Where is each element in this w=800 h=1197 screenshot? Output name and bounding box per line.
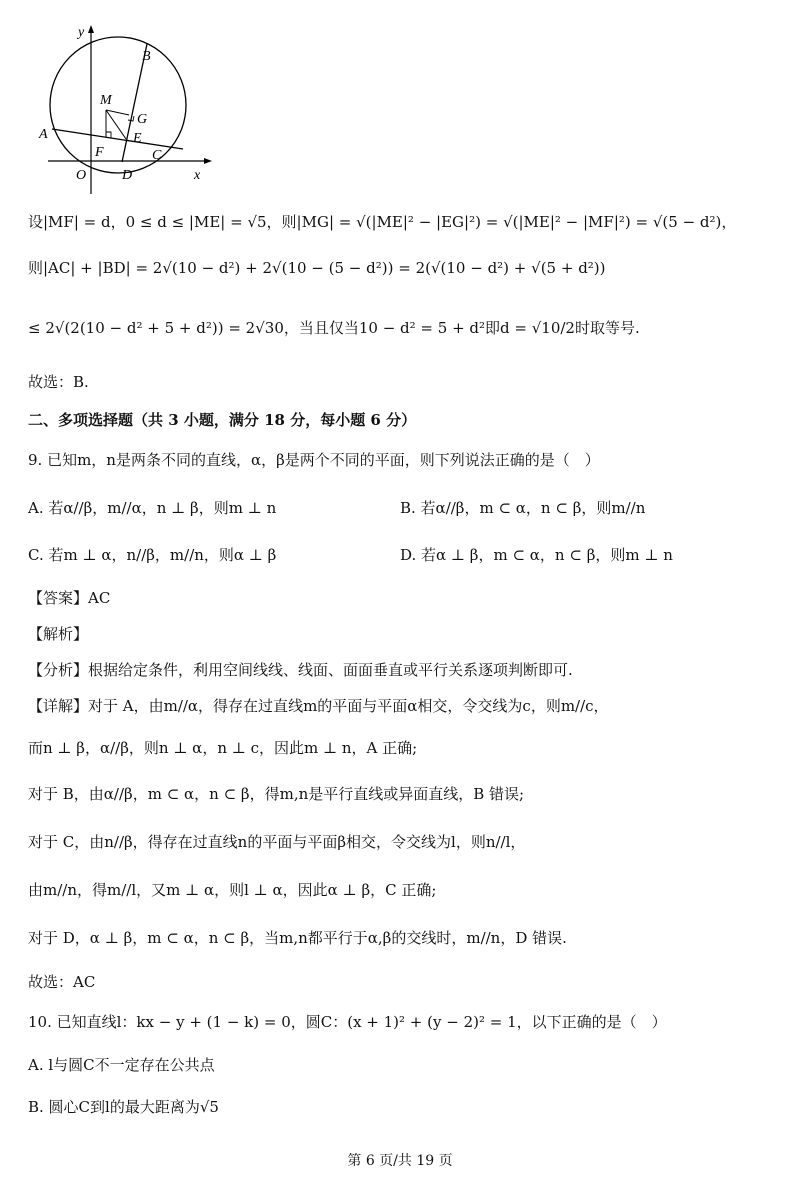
conclusion-9: 故选：AC — [28, 973, 96, 991]
label-F: F — [95, 145, 104, 160]
segment-ME — [106, 110, 126, 139]
analysis-label: 【解析】 — [28, 625, 89, 643]
text-line-2: 则|AC| + |BD| = 2√(10 − d²) + 2√(10 − (5 − d²)) = 2(√(10 − d²) + √(5 + d²)) — [28, 259, 606, 277]
label-B: B — [142, 49, 151, 64]
option-9a: A. 若α//β，m//α，n ⊥ β，则m ⊥ n — [28, 499, 277, 517]
section-heading: 二、多项选择题（共 3 小题，满分 18 分，每小题 6 分） — [28, 411, 417, 429]
geometry-figure — [28, 22, 218, 202]
detail-line-6: 对于 D，α ⊥ β，m ⊂ α，n ⊂ β，当m,n都平行于α,β的交线时，m//n，D 错误. — [28, 929, 567, 947]
question-10: 10. 已知直线l：kx − y + (1 − k) = 0，圆C：(x + 1)² + (y − 2)² = 1，以下正确的是（ ） — [28, 1013, 667, 1031]
text-line-1: 设|MF| = d，0 ≤ d ≤ |ME| = √5，则|MG| = √(|ME|² − |EG|²) = √(|ME|² − |MF|²) = √(5 − d²)， — [28, 213, 737, 231]
option-9d: D. 若α ⊥ β，m ⊂ α，n ⊂ β，则m ⊥ n — [400, 546, 673, 564]
detail-line-5: 由m//n，得m//l，又m ⊥ α，则l ⊥ α，因此α ⊥ β，C 正确; — [28, 881, 437, 899]
option-9c: C. 若m ⊥ α，n//β，m//n，则α ⊥ β — [28, 546, 277, 564]
label-A: A — [39, 127, 48, 142]
analysis-summary: 【分析】根据给定条件，利用空间线线、线面、面面垂直或平行关系逐项判断即可. — [28, 661, 573, 679]
answer-label: 【答案】AC — [28, 589, 111, 607]
x-axis-arrow — [204, 158, 212, 164]
detail-line-1: 【详解】对于 A，由m//α，得存在过直线m的平面与平面α相交，令交线为c，则m//c， — [28, 697, 609, 715]
label-x: x — [194, 168, 201, 183]
question-9: 9. 已知m，n是两条不同的直线，α，β是两个不同的平面，则下列说法正确的是（ ） — [28, 451, 600, 469]
detail-line-3: 对于 B，由α//β，m ⊂ α，n ⊂ β，得m,n是平行直线或异面直线，B 错误; — [28, 785, 525, 803]
label-G: G — [137, 112, 148, 127]
text-line-4: 故选：B. — [28, 373, 89, 391]
label-C: C — [152, 148, 162, 163]
label-M: M — [100, 93, 112, 108]
label-O: O — [76, 168, 87, 183]
detail-line-4: 对于 C，由n//β，得存在过直线n的平面与平面β相交，令交线为l，则n//l， — [28, 833, 526, 851]
label-E: E — [133, 131, 142, 146]
label-y: y — [78, 25, 85, 40]
y-axis-arrow — [88, 25, 94, 33]
option-10a: A. l与圆C不一定存在公共点 — [28, 1056, 215, 1074]
page-footer: 第 6 页/共 19 页 — [347, 1153, 453, 1169]
label-D: D — [122, 168, 133, 183]
option-10b: B. 圆心C到l的最大距离为√5 — [28, 1098, 219, 1116]
option-9b: B. 若α//β，m ⊂ α，n ⊂ β，则m//n — [400, 499, 646, 517]
circle — [50, 37, 186, 173]
chord-AC — [52, 129, 183, 149]
text-line-3: ≤ 2√(2(10 − d² + 5 + d²)) = 2√30，当且仅当10 − d² = 5 + d²即d = √10/2时取等号. — [28, 319, 640, 337]
detail-line-2: 而n ⊥ β，α//β，则n ⊥ α，n ⊥ c，因此m ⊥ n，A 正确; — [28, 739, 418, 757]
